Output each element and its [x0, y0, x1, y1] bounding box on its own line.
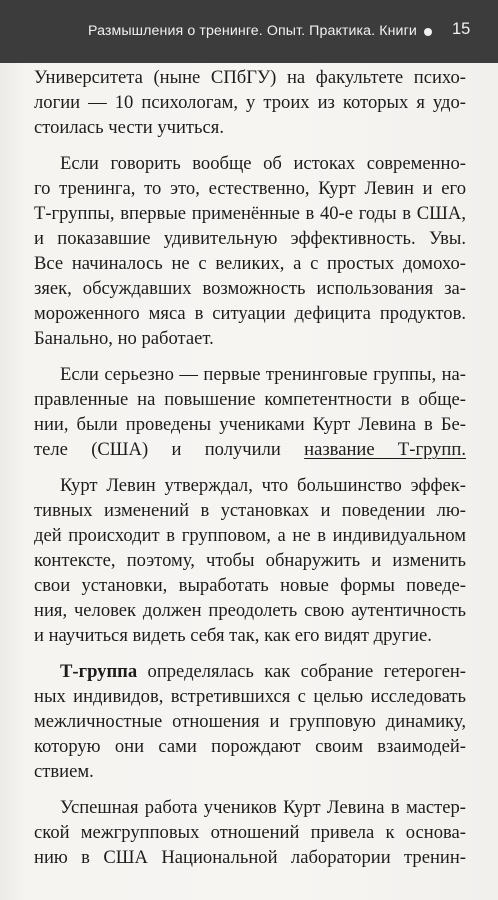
text-line: Если говорить вообще об истоках современно- [60, 153, 466, 174]
text-span: теле (США) и получили [34, 439, 305, 460]
text-line: Банально, но работает. [34, 328, 214, 349]
running-header [0, 0, 498, 63]
paragraph [34, 151, 466, 351]
text-line: нию в США Национальной лаборатории тренин- [34, 847, 466, 868]
text-line: Успешная работа учеников Курт Левина в мастер- [60, 797, 466, 818]
text-line: Все начиналось не с великих, а с простых домохо- [34, 253, 466, 274]
text-line: тивных изменений в установках и поведении лю- [34, 500, 466, 521]
paragraph [34, 65, 466, 140]
text-line: правленные на повышение компетентности в обще- [34, 389, 466, 410]
text-line: ния, человек должен преодолеть свою аутентичность [34, 600, 466, 621]
text-line: логии — 10 психологам, у троих из которых я удо- [34, 92, 466, 113]
text-line: стоилась чести учиться. [34, 117, 224, 138]
text-line: ных индивидов, встретившихся с целью исследовать [34, 686, 466, 707]
text-line: Если серьезно — первые тренинговые группы, на- [60, 364, 466, 385]
text-line: свои установки, выработать новые формы поведе- [34, 575, 466, 596]
text-line: го тренинга, то это, естественно, Курт Левин и его [34, 178, 466, 199]
running-title: Размышления о тренинге. Опыт. Практика. Книги [88, 23, 417, 39]
text-line: мороженного мяса в ситуации дефицита продуктов. [34, 303, 466, 324]
bold-term: Т-группа [60, 661, 138, 682]
text-line: и научиться видеть себя так, как его видят другие. [34, 625, 432, 646]
paragraph [34, 473, 466, 648]
text-span: определялась как собрание гетероген- [137, 661, 466, 682]
text-line: зяек, обсуждавших возможность использования за- [34, 278, 466, 299]
text-line [34, 437, 466, 462]
text-line: которую они сами порождают своим взаимодей- [34, 736, 466, 757]
text-line [34, 659, 466, 684]
text-line: ствием. [34, 761, 94, 782]
bullet-dot-icon [424, 28, 432, 36]
text-line: и показавшие удивительную эффективность. Увы. [34, 228, 466, 249]
text-line: нии, были проведены учениками Курт Левина в Бе- [34, 414, 466, 435]
underlined-term: название Т-групп. [304, 439, 466, 460]
text-line: Т-группы, впервые применённые в 40-е годы в США, [34, 203, 466, 224]
paragraph [34, 795, 466, 870]
text-line: межличностные отношения и групповую динамику, [34, 711, 466, 732]
text-line: дей происходит в групповом, а не в индивидуальном [34, 525, 466, 546]
paragraph [34, 362, 466, 462]
text-line: ской межгрупповых отношений привела к основа- [34, 822, 466, 843]
body-text [34, 65, 466, 881]
text-line: Курт Левин утверждал, что большинство эффек- [60, 475, 466, 496]
text-line: Университета (ныне СПбГУ) на факультете психо- [34, 67, 466, 88]
text-line: контексте, поэтому, чтобы обнаружить и изменить [34, 550, 466, 571]
page-number: 15 [452, 20, 471, 38]
paragraph [34, 659, 466, 784]
